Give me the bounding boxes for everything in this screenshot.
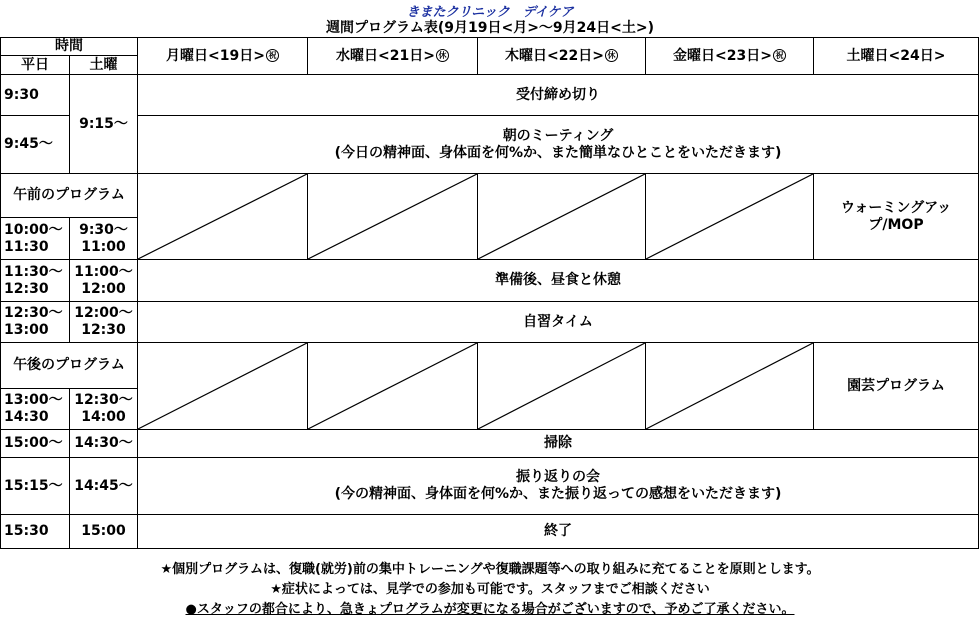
cleaning: 掃除 (138, 430, 979, 458)
diagonal-line (646, 343, 813, 429)
sat-am-program: ウォーミングアップ/MOP (814, 174, 979, 260)
review-meeting (138, 458, 979, 515)
note-individual-program: ★個別プログラムは、復職(就労)前の集中トレーニングや復職課題等への取り組みに充てることを原則とします。 (160, 562, 820, 577)
note-schedule-change: ●スタッフの都合により、急きょプログラムが変更になる場合がございますので、予めご了承ください。 (185, 602, 795, 617)
clinic-name: きまたクリニック デイケア (406, 5, 574, 20)
time-saturday: 9:15～ (70, 75, 138, 174)
am-program-label: 午前のプログラム (1, 174, 138, 218)
lunch-break: 準備後、昼食と休憩 (138, 260, 979, 302)
time-weekday: 12:30～13:00 (1, 302, 70, 343)
reception-deadline: 受付締め切り (138, 75, 979, 116)
closed-mark: 休 (436, 49, 449, 62)
closed-mark: 休 (605, 49, 618, 62)
weekday-header: 平日 (1, 56, 70, 75)
time-saturday: 14:30～ (70, 430, 138, 458)
time-weekday: 9:30 (1, 75, 70, 116)
time-saturday: 12:00～12:30 (70, 302, 138, 343)
pm-slot-empty (138, 343, 308, 430)
diagonal-line (138, 343, 307, 429)
meeting-title: 朝のミーティング (502, 127, 614, 144)
time-saturday: 15:00 (70, 515, 138, 549)
schedule-title: 週間プログラム表(9月19日<月>～9月24日<土>) (325, 20, 655, 36)
am-slot-empty (138, 174, 308, 260)
pm-slot-empty (478, 343, 646, 430)
time-header: 時間 (1, 38, 138, 56)
holiday-mark: 祝 (773, 49, 786, 62)
time-weekday: 11:30～12:30 (1, 260, 70, 302)
pm-slot-empty (646, 343, 814, 430)
diagonal-line (308, 343, 477, 429)
sat-pm-program: 園芸プログラム (814, 343, 979, 430)
review-title: 振り返りの会 (516, 469, 600, 486)
note-observation: ★症状によっては、見学での参加も可能です。スタッフまでご相談ください (270, 582, 710, 597)
diagonal-line (478, 174, 645, 259)
time-weekday: 10:00～11:30 (1, 218, 70, 260)
am-slot-empty (308, 174, 478, 260)
day-header-wed: 水曜日<21日> 休 (308, 38, 478, 75)
end: 終了 (138, 515, 979, 549)
morning-meeting (138, 116, 979, 174)
am-slot-empty (478, 174, 646, 260)
time-weekday: 9:45～ (1, 116, 70, 174)
time-weekday: 13:00～14:30 (1, 389, 70, 430)
time-saturday: 9:30～11:00 (70, 218, 138, 260)
time-saturday: 12:30～14:00 (70, 389, 138, 430)
day-header-mon: 月曜日<19日> 祝 (138, 38, 308, 75)
diagonal-line (308, 174, 477, 259)
review-note: (今の精神面、身体面を何%か、また振り返っての感想をいただきます) (334, 486, 782, 502)
day-header-thu: 木曜日<22日> 休 (478, 38, 646, 75)
time-weekday: 15:15～ (1, 458, 70, 515)
time-saturday: 14:45～ (70, 458, 138, 515)
diagonal-line (138, 174, 307, 259)
schedule-table (0, 37, 979, 549)
day-header-fri: 金曜日<23日> 祝 (646, 38, 814, 75)
pm-program-label: 午後のプログラム (1, 343, 138, 389)
saturday-header: 土曜 (70, 56, 138, 75)
time-weekday: 15:30 (1, 515, 70, 549)
diagonal-line (646, 174, 813, 259)
diagonal-line (478, 343, 645, 429)
time-weekday: 15:00～ (1, 430, 70, 458)
self-study: 自習タイム (138, 302, 979, 343)
holiday-mark: 祝 (266, 49, 279, 62)
pm-slot-empty (308, 343, 478, 430)
day-header-sat: 土曜日<24日> (814, 38, 979, 75)
meeting-note: (今日の精神面、身体面を何%か、また簡単なひとことをいただきます) (334, 144, 782, 161)
am-slot-empty (646, 174, 814, 260)
time-saturday: 11:00～12:00 (70, 260, 138, 302)
